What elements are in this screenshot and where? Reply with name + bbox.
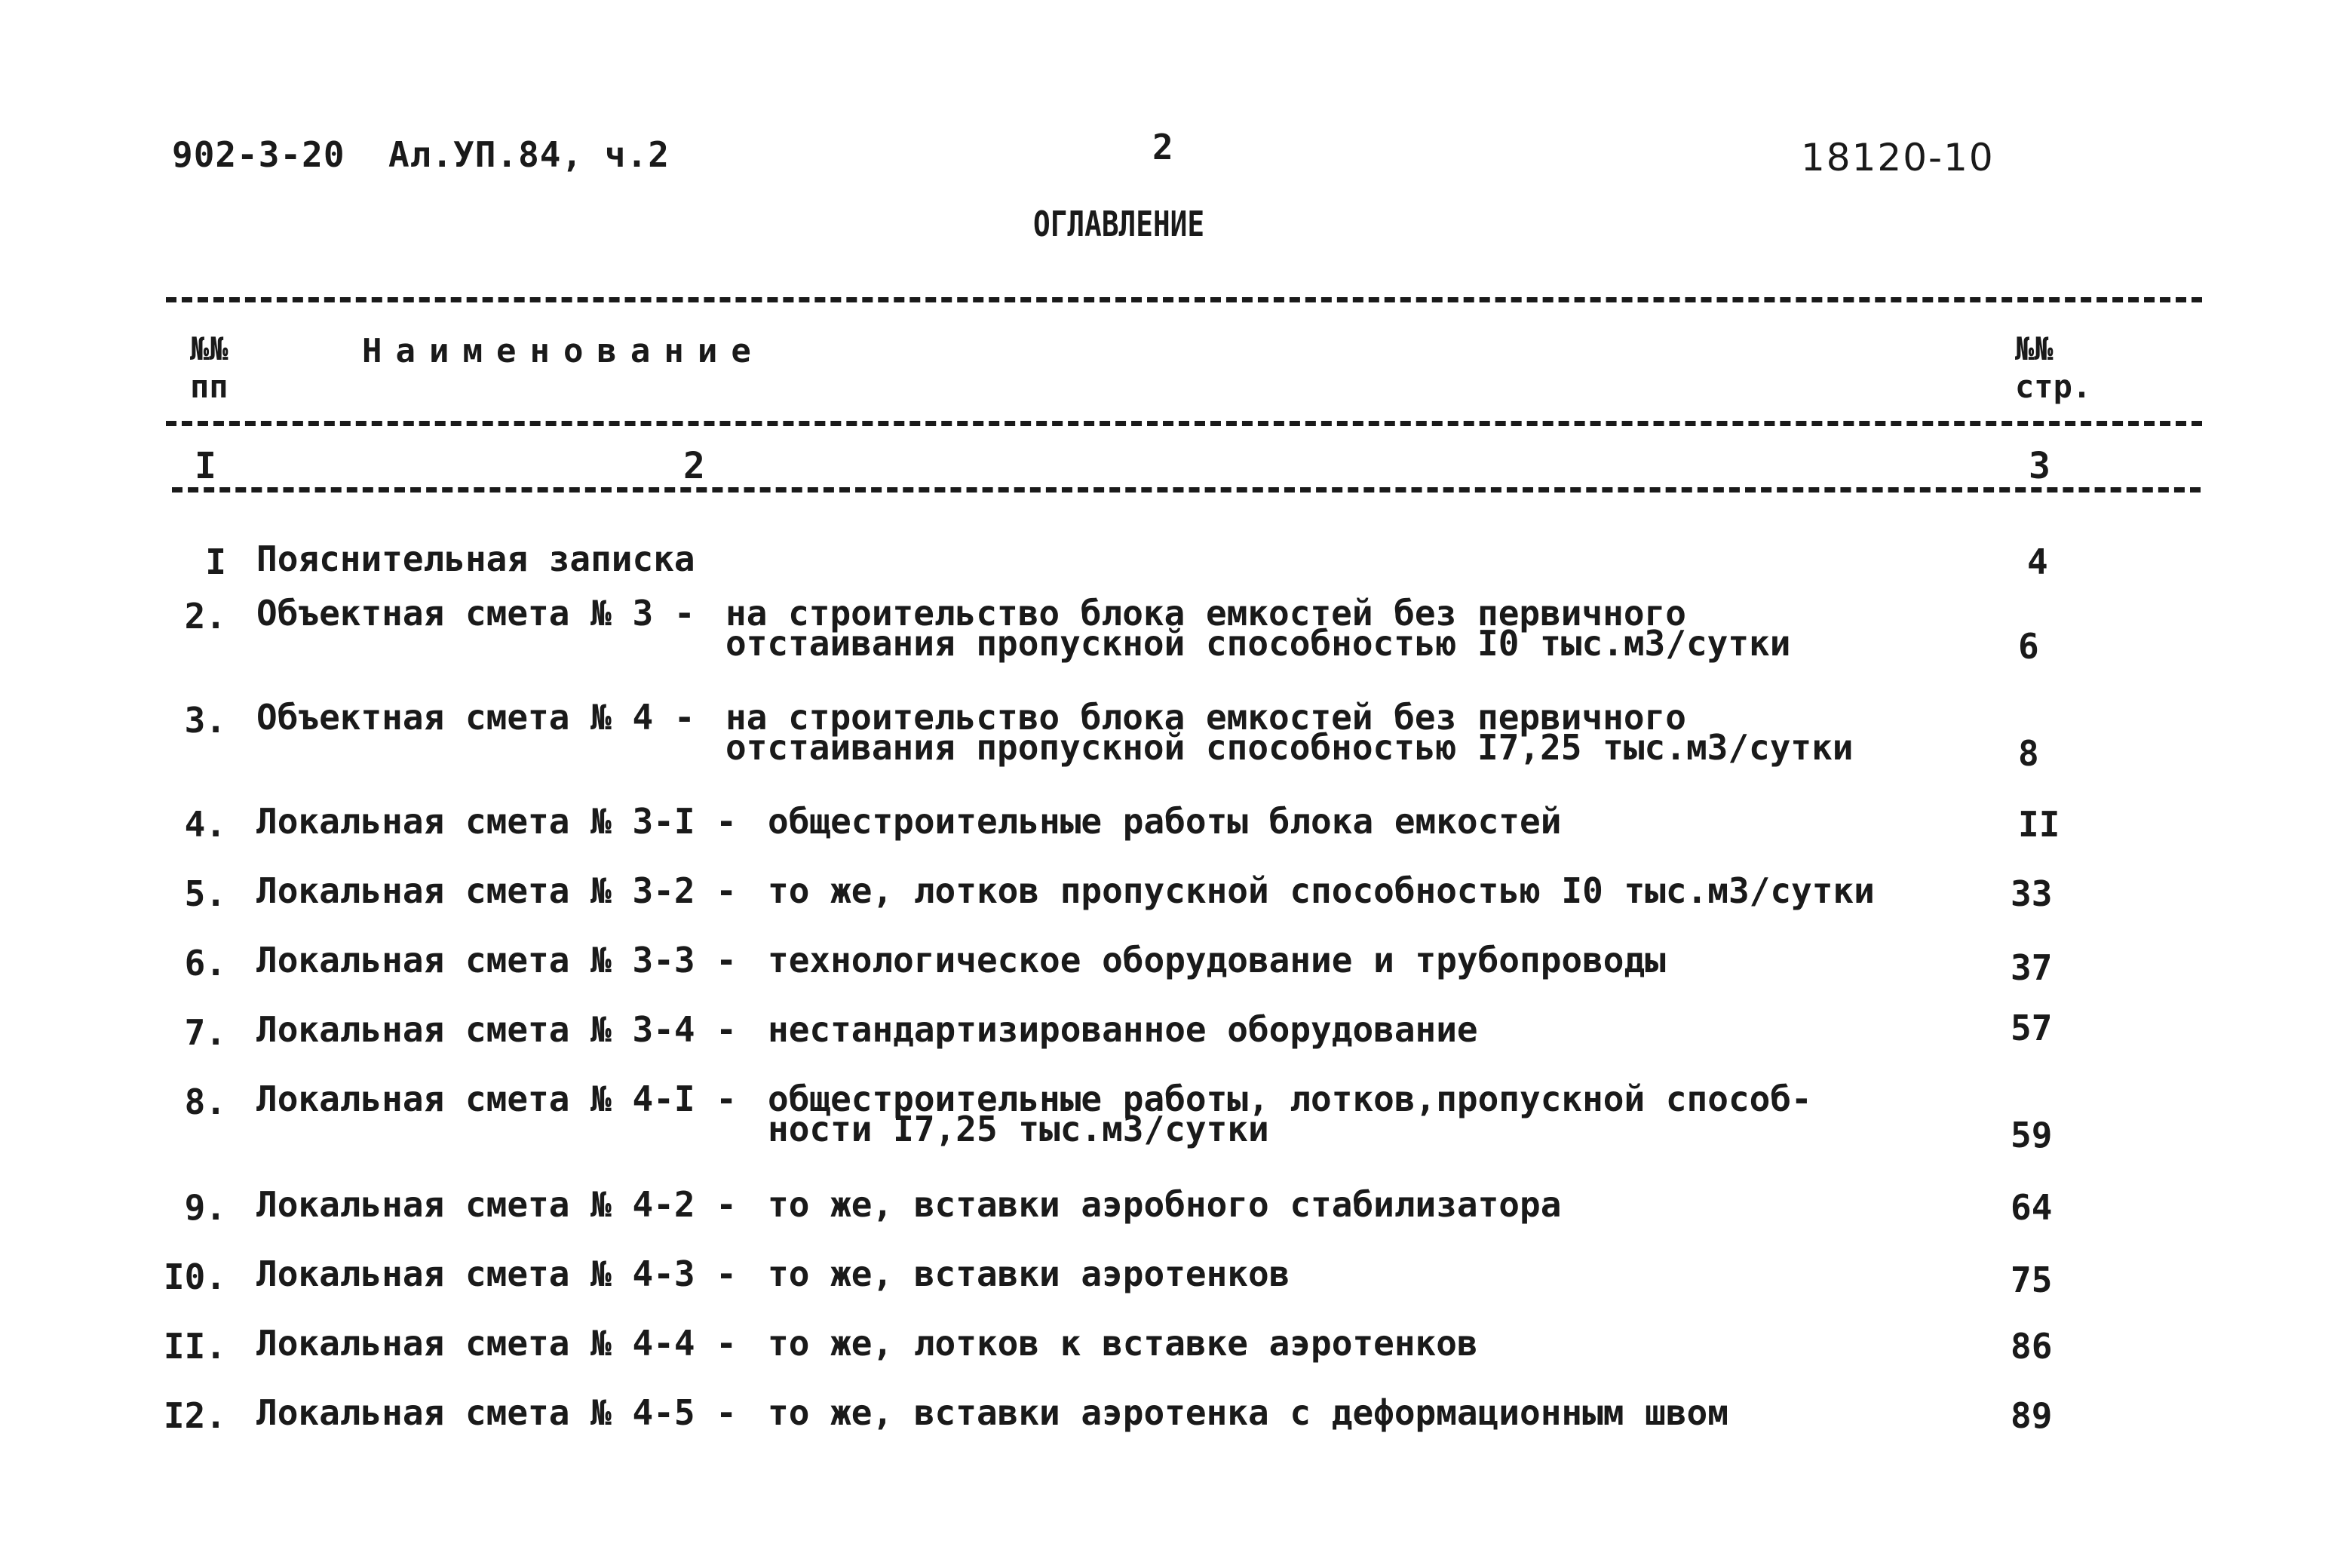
row-title: Локальная смета № 4-2 - bbox=[256, 1184, 737, 1225]
row-title: Локальная смета № 4-5 - bbox=[256, 1392, 737, 1433]
row-title: Локальная смета № 3-3 - bbox=[256, 940, 737, 980]
row-number: 7. bbox=[184, 1012, 226, 1053]
row-page: II bbox=[2018, 804, 2060, 845]
row-number: I0. bbox=[163, 1257, 226, 1297]
row-description-line-1: то же, вставки аэротенков bbox=[768, 1253, 1290, 1294]
document-code: 902-3-20 Ал.УП.84, ч.2 bbox=[172, 134, 670, 175]
row-description-line-1: технологическое оборудование и трубопроводы bbox=[768, 940, 1666, 980]
row-title: Локальная смета № 3-2 - bbox=[256, 870, 737, 911]
column-header-number: №№ пп bbox=[190, 330, 229, 405]
row-title: Объектная смета № 4 - bbox=[256, 697, 695, 738]
row-description-line-1: то же, вставки аэротенка с деформационным швом bbox=[768, 1392, 1728, 1433]
row-description-line-1: на строительство блока емкостей без первичного bbox=[725, 697, 1686, 738]
row-number: 8. bbox=[184, 1082, 226, 1122]
row-number: 9. bbox=[184, 1187, 226, 1228]
row-description-line-1: общестроительные работы, лотков,пропускной способ- bbox=[768, 1079, 1812, 1119]
row-description-line-2: отстаивания пропускной способностью I0 тыс.м3/сутки bbox=[725, 623, 1791, 664]
page-title: ОГЛАВЛЕНИЕ bbox=[1033, 204, 1205, 244]
row-title: Пояснительная записка bbox=[256, 539, 695, 579]
row-number: I bbox=[205, 542, 226, 582]
row-description-line-2: отстаивания пропускной способностью I7,25 тыс.м3/сутки bbox=[725, 727, 1854, 768]
row-description-line-1: общестроительные работы блока емкостей bbox=[768, 801, 1562, 842]
row-title: Локальная смета № 3-4 - bbox=[256, 1009, 737, 1050]
row-title: Объектная смета № 3 - bbox=[256, 593, 695, 634]
row-page: 8 bbox=[2018, 733, 2039, 774]
row-page: 59 bbox=[2011, 1115, 2053, 1155]
column-header-name: Наименование bbox=[362, 332, 765, 370]
row-page: 6 bbox=[2018, 626, 2039, 667]
column-index-rule bbox=[172, 487, 2201, 492]
column-index-2: 2 bbox=[683, 445, 705, 487]
page-number: 2 bbox=[1152, 127, 1174, 167]
row-page: 33 bbox=[2011, 873, 2053, 914]
row-number: 4. bbox=[184, 804, 226, 845]
row-description-line-1: то же, лотков к вставке аэротенков bbox=[768, 1323, 1478, 1364]
row-description-line-1: то же, лотков пропускной способностью I0 тыс.м3/сутки bbox=[768, 870, 1875, 911]
row-title: Локальная смета № 4-I - bbox=[256, 1079, 737, 1119]
row-title: Локальная смета № 4-3 - bbox=[256, 1253, 737, 1294]
row-description-line-1: на строительство блока емкостей без первичного bbox=[725, 593, 1686, 634]
row-page: 64 bbox=[2011, 1187, 2053, 1228]
row-description-line-2: ности I7,25 тыс.м3/сутки bbox=[768, 1109, 1269, 1149]
row-page: 4 bbox=[2027, 542, 2048, 582]
row-page: 57 bbox=[2011, 1008, 2053, 1048]
row-page: 37 bbox=[2011, 947, 2053, 988]
row-page: 89 bbox=[2011, 1395, 2053, 1436]
column-header-page: №№ стр. bbox=[2015, 330, 2092, 405]
row-number: 6. bbox=[184, 943, 226, 983]
row-description-line-1: то же, вставки аэробного стабилизатора bbox=[768, 1184, 1562, 1225]
column-index-3: 3 bbox=[2029, 445, 2050, 487]
row-description-line-1: нестандартизированное оборудование bbox=[768, 1009, 1478, 1050]
row-title: Локальная смета № 3-I - bbox=[256, 801, 737, 842]
row-page: 75 bbox=[2011, 1260, 2053, 1300]
row-number: I2. bbox=[163, 1395, 226, 1436]
row-number: 5. bbox=[184, 873, 226, 914]
header-rule bbox=[166, 421, 2202, 426]
row-number: 2. bbox=[184, 596, 226, 637]
row-number: II. bbox=[163, 1326, 226, 1367]
row-title: Локальная смета № 4-4 - bbox=[256, 1323, 737, 1364]
column-index-1: I bbox=[195, 445, 216, 487]
archive-number: 18120-10 bbox=[1801, 136, 1995, 180]
row-page: 86 bbox=[2011, 1326, 2053, 1367]
row-number: 3. bbox=[184, 700, 226, 741]
table-top-rule bbox=[166, 297, 2202, 302]
